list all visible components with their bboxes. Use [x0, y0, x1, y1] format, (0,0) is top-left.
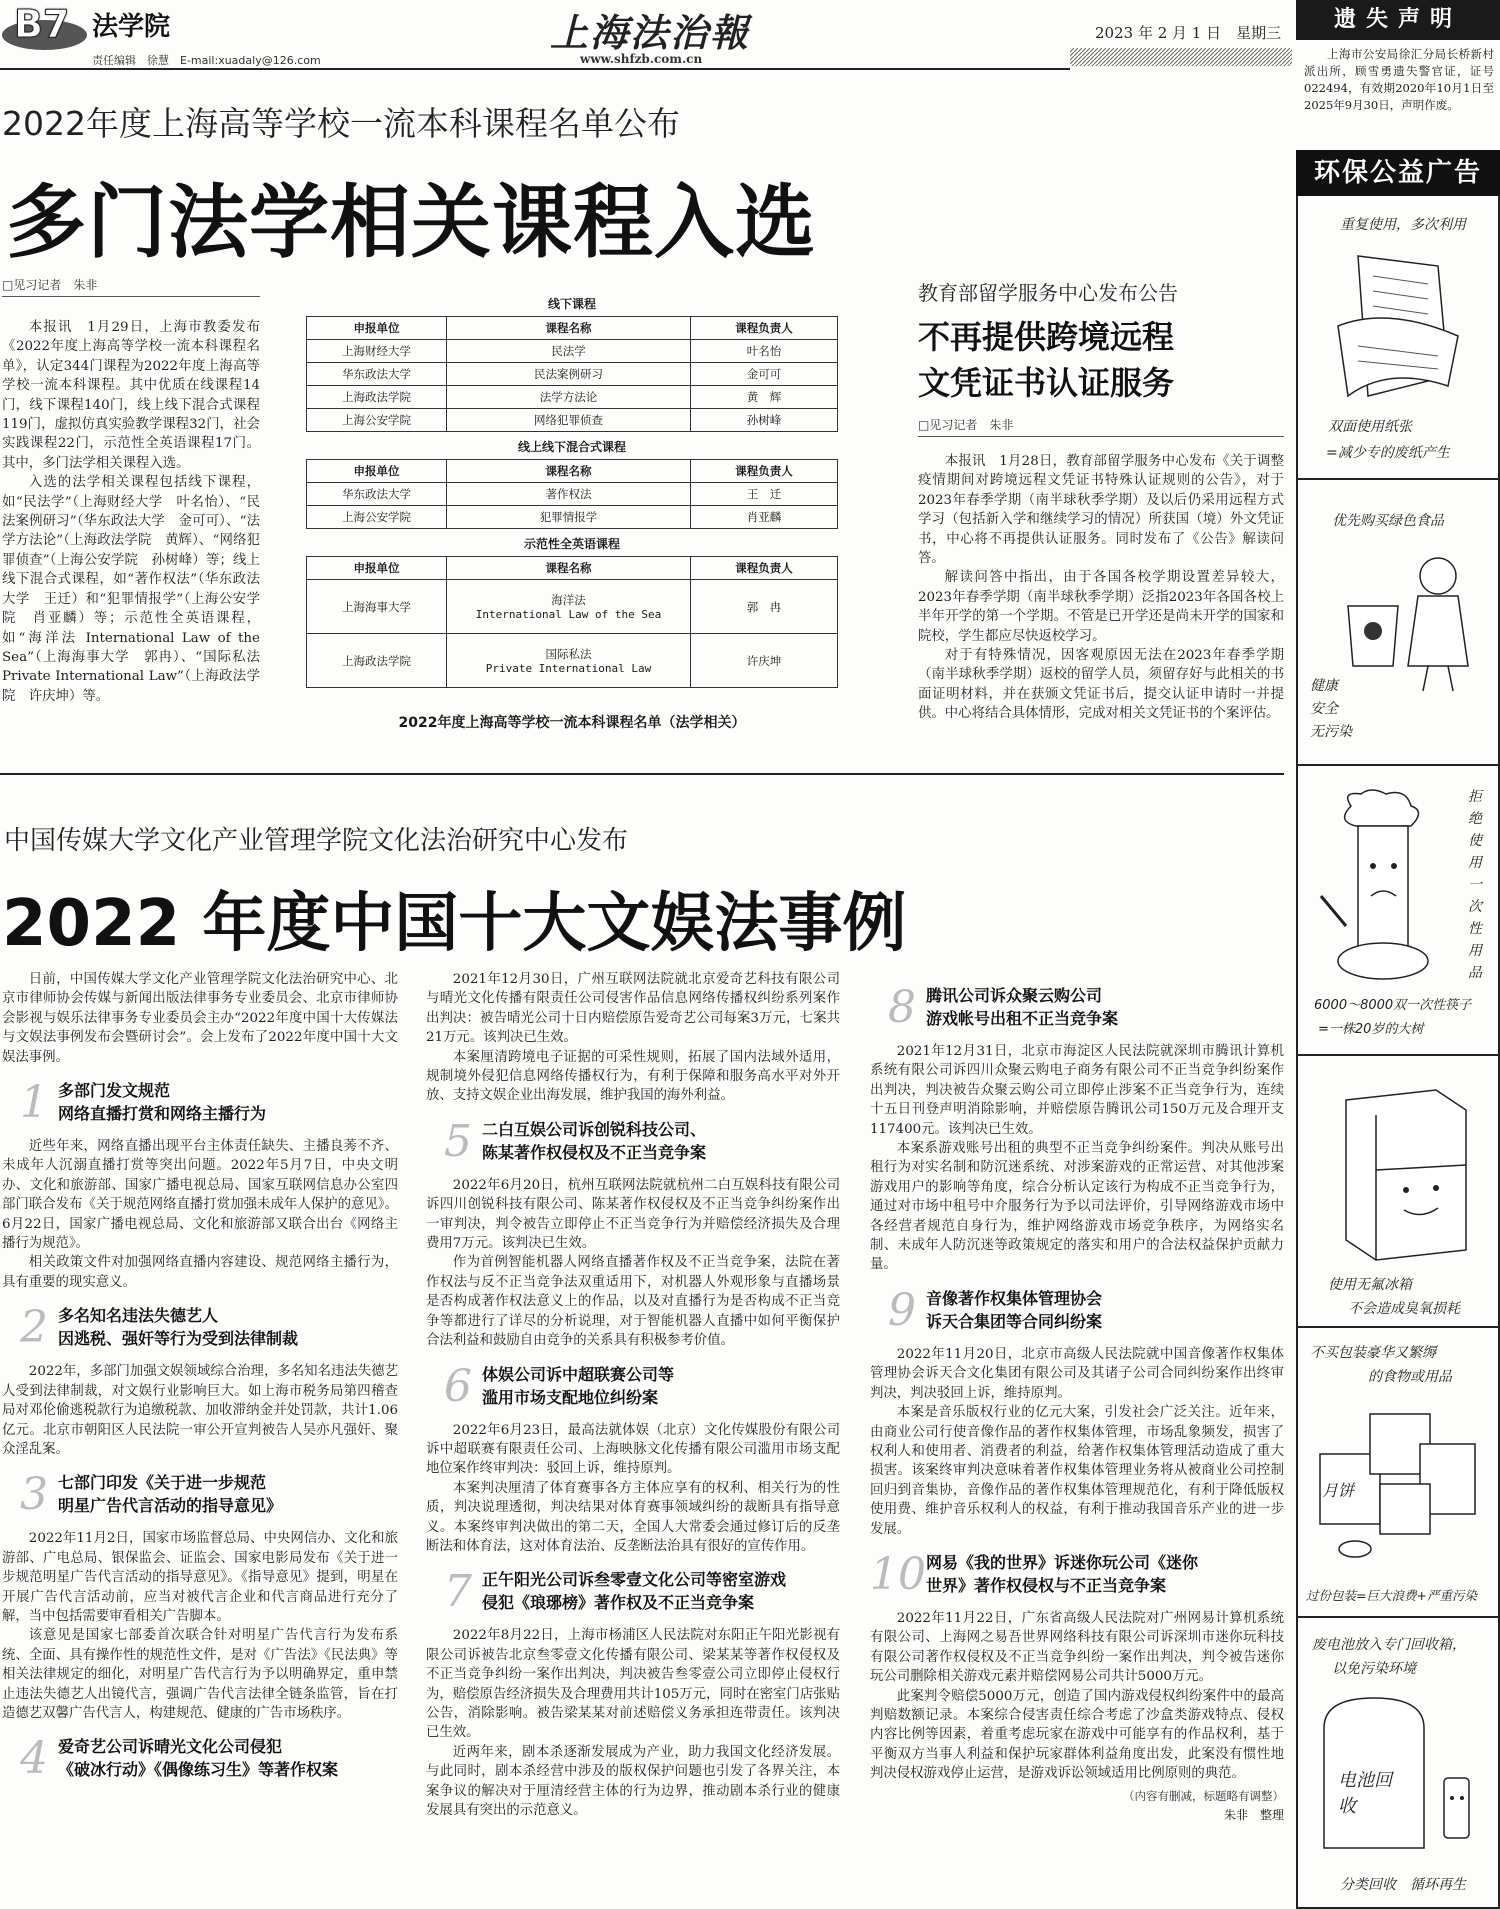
- header-hatch-divider: [1070, 44, 1292, 70]
- case-paragraph: 此案判令赔偿5000万元，创造了国内游戏侵权纠纷案件中的最高判赔数额记录。本案综合侵害责任综合考虑了沙盒类游戏特点、侵权内容比例等因素，着重考虑玩家在游戏中可能享有的作品权利，基于平衡双方当事人利益和保护玩家群体利益角度出发，此案没有惯性地判决侵权游戏停止运营，是游戏诉讼领域适用比例原则的典范。: [870, 1688, 1284, 1782]
- table-header: 课程负责人: [691, 317, 838, 340]
- case-title-line2: 侵犯《琅琊榜》著作权及不正当竞争案: [482, 1593, 755, 1613]
- table-header: 申报单位: [307, 460, 447, 483]
- table-row: [307, 580, 838, 634]
- course-table: [306, 295, 838, 694]
- table-header: 申报单位: [307, 557, 447, 580]
- ad-panel-paper: [1298, 196, 1498, 480]
- case-paragraph: 近些年来，网络直播出现平台主体责任缺失、主播良莠不齐、未成年人沉溺直播打赏等突出问题。2022年5月7日，中央文明办、文化和旅游部、国家广播电视总局、国家互联网信息办公室四部门联合发布《关于规范网络直播打赏加强未成年人保护的意见》。6月22日，国家广播电视总局、文化和旅游部又联合出台《网络主播行为规范》。: [2, 1139, 398, 1252]
- case-heading: [2, 1471, 398, 1519]
- table-header: 课程负责人: [691, 460, 838, 483]
- case-paragraph: 本案系游戏账号出租的典型不正当竞争纠纷案件。判决从账号出租行为对实名制和防沉迷系统、对涉案游戏的正常运营、对其他涉案游戏用户的影响等角度，综合分析认定该行为构成不正当竞争行为，通过对市场中租号中介服务行为予以司法评价，引导网络游戏市场中各经营者规范自身行为，维护网络游戏市场竞争秩序，为网络实名制、未成年人防沉迷等政策规定的落实和用户的合法权益保护贡献力量。: [870, 1141, 1284, 1273]
- table-row: [307, 409, 838, 432]
- lost-notice-title: 遗失声明: [1296, 0, 1500, 40]
- story1-kicker: 2022年度上海高等学校一流本科课程名单公布: [2, 104, 680, 143]
- case-title-line2: 诉天合集团等合同纠纷案: [926, 1311, 1103, 1331]
- ad-panel-text: 不买包装豪华又繁缛: [1310, 1345, 1436, 1361]
- table-title: 2022年度上海高等学校一流本科课程名单（法学相关）: [398, 715, 746, 731]
- ad-panel-text: 无污染: [1310, 724, 1352, 740]
- ad-panel-text: 重复使用，多次利用: [1340, 217, 1466, 233]
- ad-panel-text: 健康: [1310, 678, 1338, 694]
- case-title-line2: 因逃税、强奸等行为受到法律制裁: [58, 1329, 299, 1349]
- table-cell: 黄 辉: [691, 386, 838, 409]
- story2-headline-line2: 文凭证书认证服务: [918, 364, 1175, 402]
- case-paragraph: 2022年6月23日，最高法就体娱（北京）文化传媒股份有限公司诉中超联赛有限责任公司、上海映脉文化传播有限公司滥用市场支配地位案作终审判决：驳回上诉，维持原判。: [426, 1422, 840, 1477]
- case-number: 10: [870, 1548, 926, 1600]
- story2-headline-line1: 不再提供跨境远程: [918, 318, 1175, 356]
- ad-panel-text: 过份包装=巨大浪费+严重污染: [1306, 1588, 1477, 1603]
- table-header: 申报单位: [307, 317, 447, 340]
- lost-notice: [1296, 0, 1500, 140]
- case-heading: [426, 1115, 840, 1167]
- ad-panel-text: 安全: [1310, 701, 1338, 717]
- table-cell: 民法案例研习: [447, 363, 691, 386]
- story2-paragraph: 本报讯 1月28日，教育部留学服务中心发布《关于调整疫情期间对跨境远程文凭证书特殊认证规则的公告》，对于2023年春季学期（南半球秋季学期）及以后仍采用远程方式学习（包括新入学和继续学习的情况）所获国（境）外文凭证书，中心将不再提供认证服务。同时发布了《公告》解读问答。: [918, 454, 1284, 567]
- editor-signature: 朱非 整理: [1223, 1807, 1284, 1822]
- case-paragraph: 2022年11月2日，国家市场监督总局、中央网信办、文化和旅游部、广电总局、银保监会、证监会、国家电影局发布《关于进一步规范明星广告代言活动的指导意见》。《指导意见》提到，明星在开展广告代言活动前，应当对被代言企业和代言商品进行充分了解，当中包括需要审看相关广告脚本。: [2, 1531, 398, 1624]
- ad-panel-green-food: [1298, 480, 1498, 766]
- ad-panel-text: 拒绝使用一次性用品: [1468, 789, 1482, 981]
- ad-panel-label: 月饼: [1322, 1481, 1355, 1500]
- case-heading: [2, 1735, 398, 1783]
- case-title-line1: 多名知名违法失德艺人: [58, 1306, 219, 1326]
- case-title-line1: 网易《我的世界》诉迷你玩公司《迷你: [926, 1552, 1199, 1572]
- story3-column-3: [870, 970, 1284, 1823]
- table-header: 课程名称: [447, 460, 691, 483]
- case-number: 7: [444, 1566, 472, 1618]
- ad-panel-text: 以免污染环境: [1332, 1661, 1416, 1677]
- table-row: [307, 363, 838, 386]
- ad-panel-text: 的食物或用品: [1368, 1369, 1452, 1385]
- case-paragraph: 本案判决厘清了体育赛事各方主体应享有的权利、相关行为的性质，判决说理透彻，判决结果对体育赛事领域纠纷的裁断具有指导意义。本案终审判决做出的第二天，全国人大常委会通过修订后的反垄断法和体育法，这对体育法治、反垄断法治具有很好的宣传作用。: [426, 1480, 840, 1554]
- ad-panel-text: 双面使用纸张: [1328, 419, 1412, 435]
- case-heading: [870, 1548, 1284, 1600]
- paper-illustration: [1328, 246, 1468, 406]
- ad-panel-chopsticks: [1298, 766, 1498, 1056]
- ad-panel-text: 不会造成臭氧损耗: [1348, 1301, 1460, 1317]
- table-cell: 孙树峰: [691, 409, 838, 432]
- table-row: [307, 634, 838, 688]
- table-cell: 上海政法学院: [307, 386, 447, 409]
- table-row: [307, 483, 838, 506]
- case-paragraph: 本案厘清跨境电子证据的可采性规则，拓展了国内法域外适用，规制境外侵犯信息网络传播权行为，有利于保障和服务高水平对外开放、支持文娱企业出海发展，维护我国的海外利益。: [426, 1049, 840, 1104]
- story2-byline: □见习记者 朱非: [918, 418, 1014, 432]
- section-divider: [0, 773, 1284, 775]
- fridge-illustration: [1326, 1080, 1476, 1270]
- case-paragraph: 2022年6月20日，杭州互联网法院就杭州二白互娱科技有限公司诉四川创锐科技有限公司、陈某著作权侵权及不正当竞争纠纷案作出一审判决，判令被告立即停止不正当竞争行为并赔偿经济损失及合理费用7万元。该判决已生效。: [426, 1177, 840, 1252]
- table-cell: 王 迁: [691, 483, 838, 506]
- table-row: [307, 340, 838, 363]
- story3-column-1: [2, 970, 398, 1793]
- table-cell: [447, 580, 691, 634]
- case-paragraph: 2022年11月20日，北京市高级人民法院就中国音像著作权集体管理协会诉天合文化集团有限公司及其诸子公司合同纠纷案作出终审判决，判决驳回上诉，维持原判。: [870, 1346, 1284, 1401]
- case-heading: [426, 1360, 840, 1412]
- byline-rule: [918, 436, 1284, 437]
- case-number: 4: [20, 1733, 48, 1785]
- case-number: 3: [20, 1469, 48, 1521]
- table-cell: 民法学: [447, 340, 691, 363]
- header-rule: [0, 68, 1070, 70]
- case-paragraph: 相关政策文件对加强网络直播内容建设、规范网络主播行为，具有重要的现实意义。: [2, 1255, 398, 1290]
- story3-headline: 2022 年度中国十大文娱法事例: [2, 887, 907, 961]
- website-url: www.shfzb.com.cn: [580, 52, 703, 66]
- issue-date: 2023 年 2 月 1 日 星期三: [1095, 24, 1282, 42]
- editors-line: 责任编辑 徐慧 E-mail:xuadaly@126.com: [92, 54, 321, 67]
- table-cell: 金可可: [691, 363, 838, 386]
- ad-panel-text: 废电池放入专门回收箱，: [1312, 1637, 1466, 1653]
- case-heading: [2, 1079, 398, 1127]
- table-cell: 上海公安学院: [307, 506, 447, 529]
- case-paragraph: 本案是音乐版权行业的亿元大案，引发社会广泛关注。近年来，由商业公司行使音像作品的著作权集体管理，市场乱象频发，损害了权利人和使用者、消费者的利益，给著作权集体管理活动造成了重大损害。该案终审判决意味着著作权集体管理业务将从被商业公司控制回归到音集协，音像作品的著作权集体管理规范化，有利于降低版权使用费、维护音乐权利人的权益，有利于推动我国音乐产业的进一步发展。: [870, 1405, 1284, 1537]
- case-number: 8: [888, 982, 916, 1033]
- story3-kicker: 中国传媒大学文化产业管理学院文化法治研究中心发布: [4, 826, 629, 856]
- case-title-line2: 滥用市场支配地位纠纷案: [482, 1387, 659, 1407]
- ad-panel-fridge: [1298, 1056, 1498, 1328]
- story1-paragraph: 本报讯 1月29日，上海市教委发布《2022年度上海高等学校一流本科课程名单》，认定344门课程为2022年度上海高等学校一流本科课程。其中优质在线课程14门，线下课程140门，线上线下混合式课程119门，虚拟仿真实验教学课程32门，社会实践课程22门，示范性全英语课程17门。其中，多门法学相关课程入选。: [2, 320, 260, 471]
- case-paragraph: 该意见是国家七部委首次联合针对明星广告代言行为发布系统、全面、具有操作性的规范性文件，是对《广告法》《民法典》等相关法律规定的细化，对明星广告代言行为予以明确界定，重申禁止违法失德艺人出镜代言，强调广告代言法律全链条监管，旨在打造德艺双馨广告代言人，构建规范、健康的广告市场秩序。: [2, 1628, 398, 1721]
- table-cell: 上海公安学院: [307, 409, 447, 432]
- story1-paragraph: 入选的法学相关课程包括线下课程，如“民法学”（上海财经大学 叶名怡）、“民法案例研习”（华东政法大学 金可可）、“法学方法论”（上海政法学院 黄辉）、“网络犯罪侦查”（上海公安学院 孙树峰）等；线上线下混合式课程，如“著作权法”（华东政法大学 王迁）和“犯罪情报学”（上海公安学院 肖亚麟）等；示范性全英语课程，如“海洋法 International Law of the Sea”（上海海事大学 郭冉）、“国际私法 Private International Law”（上海政法学院 许庆坤）等。: [2, 475, 274, 704]
- course-name-en: Private International Law: [485, 662, 652, 675]
- case-title-line1: 正午阳光公司诉叁零壹文化公司等密室游戏: [482, 1570, 787, 1590]
- ad-panel-text: 分类回收 循环再生: [1340, 1877, 1466, 1893]
- ad-panel-label: 电池回收: [1338, 1770, 1392, 1817]
- case-paragraph: 2021年12月31日，北京市海淀区人民法院就深圳市腾讯计算机系统有限公司诉四川众聚云购电子商务有限公司不正当竞争纠纷案作出判决，判决被告众聚云购公司立即停止涉案不正当竞争行为，连续十五日刊登声明消除影响，并赔偿原告腾讯公司150万元及合理开支117400元。该判决已生效。: [870, 1044, 1284, 1137]
- table-cell: 叶名怡: [691, 340, 838, 363]
- table-cell: 上海海事大学: [307, 580, 447, 634]
- case-title-line2: 网络直播打赏和网络主播行为: [58, 1104, 267, 1124]
- table-cell: 上海政法学院: [307, 634, 447, 688]
- case-title-line2: 世界》著作权侵权与不正当竞争案: [926, 1575, 1167, 1595]
- course-name-zh: 国际私法: [545, 647, 592, 661]
- story2-body: [918, 452, 1284, 724]
- table-cell: 郭 冉: [691, 580, 838, 634]
- case-title-line1: 七部门印发《关于进一步规范: [58, 1473, 267, 1493]
- case-title-line2: 《破冰行动》《偶像练习生》等著作权案: [58, 1760, 339, 1780]
- table-cell: 犯罪情报学: [447, 506, 691, 529]
- course-name-en: International Law of the Sea: [475, 608, 662, 621]
- case-title-line2: 明星广告代言活动的指导意见》: [58, 1496, 283, 1516]
- tree-stump-illustration: [1316, 786, 1446, 996]
- case-title-line2: 陈某著作权侵权及不正当竞争案: [482, 1142, 707, 1162]
- table-cell: 肖亚麟: [691, 506, 838, 529]
- page-number: B7: [14, 2, 70, 46]
- case-heading: [2, 1304, 398, 1352]
- case-heading: [870, 1284, 1284, 1336]
- case-number: 6: [444, 1360, 472, 1412]
- case-title-line1: 音像著作权集体管理协会: [926, 1288, 1103, 1308]
- course-table-hybrid: [306, 459, 838, 529]
- case-title-line1: 腾讯公司诉众聚云购公司: [926, 986, 1103, 1005]
- case-heading: [870, 984, 1284, 1032]
- case-paragraph: 2022年，多部门加强文娱领域综合治理，多名知名违法失德艺人受到法律制裁，对文娱行业影响巨大。如上海市税务局第四稽查局对邓伦偷逃税款行为追缴税款、加收滞纳金并处罚款，共计1.06亿元。北京市朝阳区人民法院一审公开宣判被告人吴亦凡强奸、聚众淫乱案。: [2, 1364, 398, 1457]
- table-section-caption: 示范性全英语课程: [523, 537, 620, 551]
- course-table-english: [306, 556, 838, 688]
- case-title-line2: 游戏帐号出租不正当竞争案: [926, 1009, 1119, 1028]
- page-number-badge: [2, 2, 92, 52]
- story1-headline: 多门法学相关课程入选: [6, 176, 816, 269]
- table-header: 课程名称: [447, 317, 691, 340]
- table-cell: 许庆坤: [691, 634, 838, 688]
- story3-column-2: [426, 970, 840, 1820]
- story2-paragraph: 对于有特殊情况，因客观原因无法在2023年春季学期（南半球秋季学期）返校的留学人员，须留存好与此相关的书面证明材料，并在获颁文凭证书后，提交认证申请时一并提供。中心将结合具体情形，完成对相关文凭证书的个案评估。: [918, 648, 1284, 722]
- ad-panel-text: 6000～8000双一次性筷子: [1314, 998, 1472, 1013]
- course-name-zh: 海洋法: [551, 593, 586, 607]
- table-section-caption: 线上线下混合式课程: [517, 440, 626, 454]
- story2-kicker: 教育部留学服务中心发布公告: [918, 281, 1178, 305]
- newspaper-masthead: 上海法治報: [550, 10, 751, 55]
- ad-panel-text: =一株20岁的大树: [1318, 1022, 1424, 1037]
- shopping-illustration: [1338, 546, 1488, 696]
- story3-intro: 日前，中国传媒大学文化产业管理学院文化法治研究中心、北京市律师协会传媒与新闻出版法律事务专业委员会、北京市律师协会影视与娱乐法律事务专业委员会主办“2022年度中国十大传媒法与文娱法事例发布会暨研讨会”。会上发布了2022年度中国十大文娱法事例。: [2, 972, 398, 1065]
- ad-panel-text: 使用无氟冰箱: [1328, 1277, 1412, 1293]
- table-cell: 华东政法大学: [307, 363, 447, 386]
- case-title-line1: 体娱公司诉中超联赛公司等: [482, 1364, 675, 1384]
- table-cell: 华东政法大学: [307, 483, 447, 506]
- story1-byline: □见习记者 朱非: [2, 278, 98, 292]
- table-cell: 法学方法论: [447, 386, 691, 409]
- course-table-offline: [306, 316, 838, 432]
- case-number: 9: [888, 1284, 916, 1336]
- editor-note: （内容有删减，标题略有调整）: [1123, 1788, 1284, 1803]
- ad-panel-text: =减少专的废纸产生: [1326, 445, 1450, 461]
- case-heading: [426, 1568, 840, 1616]
- byline-rule: [2, 296, 260, 297]
- table-row: [307, 506, 838, 529]
- case-paragraph: 2022年11月22日，广东省高级人民法院对广州网易计算机系统有限公司、上海网之易吾世界网络科技有限公司诉深圳市迷你玩科技有限公司著作权侵权及不正当竞争纠纷一案作出判决，判令被告迷你玩公司删除相关游戏元素并赔偿网易公司共计5000万元。: [870, 1610, 1284, 1685]
- table-row: [307, 386, 838, 409]
- case-title-line1: 二白互娱公司诉创锐科技公司、: [482, 1119, 707, 1139]
- case-title-line1: 多部门发文规范: [58, 1081, 171, 1101]
- eco-ad-title: 环保公益广告: [1296, 150, 1500, 196]
- table-cell: 著作权法: [447, 483, 691, 506]
- case-paragraph: 2022年8月22日，上海市杨浦区人民法院对东阳正午阳光影视有限公司诉被告北京叁零壹文化传播有限公司、梁某某等著作权侵权及不正当竞争纠纷一案作出判决，判决被告叁零壹公司立即停止侵权行为，赔偿原告经济损失及合理费用共计105万元，同时在密室门店张贴公告，消除影响。被告梁某某对前述赔偿义务承担连带责任。该判决已生效。: [426, 1628, 840, 1741]
- ad-panel-packaging: [1298, 1328, 1498, 1618]
- case-paragraph: 近两年来，剧本杀逐渐发展成为产业，助力我国文化经济发展。与此同时，剧本杀经营中涉及的版权保护问题也引发了各界关注，本案争议的解决对于厘清经营主体的行为边界，推动剧本杀行业的健康发展具有突出的示范意义。: [426, 1744, 840, 1818]
- section-title: 法学院: [92, 12, 171, 42]
- table-header: 课程名称: [447, 557, 691, 580]
- story2-paragraph: 解读问答中指出，由于各国各校学期设置差异较大，2023年春季学期（南半球秋季学期）泛指2023年各国各校上半年开学的第一个学期。不管是已开学还是尚未开学的国家和院校，学生都应尽快返校学习。: [918, 570, 1284, 644]
- story1-body: [2, 318, 274, 706]
- case-paragraph: 2021年12月30日，广州互联网法院就北京爱奇艺科技有限公司与晴光文化传播有限责任公司侵害作品信息网络传播权纠纷系列案作出判决：被告晴光公司十日内赔偿原告爱奇艺公司每案3万元，七案共21万元。该判决已生效。: [426, 972, 840, 1046]
- case-number: 2: [20, 1302, 48, 1354]
- lost-notice-text: 上海市公安局徐汇分局长桥新村派出所，顾雪勇遗失警官证，证号022494，有效期2020年10月1日至2025年9月30日，声明作废。: [1304, 47, 1494, 112]
- table-header: 课程负责人: [691, 557, 838, 580]
- table-cell: 网络犯罪侦查: [447, 409, 691, 432]
- ad-panel-battery: [1298, 1618, 1498, 1906]
- table-section-caption: 线下课程: [547, 297, 596, 311]
- table-cell: 上海财经大学: [307, 340, 447, 363]
- case-paragraph: 作为首例智能机器人网络直播著作权及不正当竞争案，法院在著作权法与反不正当竞争法双重适用下，对机器人外观形象与直播场景是否构成著作权法意义上的作品，以及对直播行为是否构成不正当竞争等都进行了详尽的分析说理，对于智能机器人直播中如何平衡保护合法利益和鼓励自由竞争的关系具有积极参考价值。: [426, 1255, 840, 1349]
- case-number: 1: [20, 1077, 48, 1129]
- table-cell: [447, 634, 691, 688]
- ad-panel-text: 优先购买绿色食品: [1332, 513, 1444, 529]
- case-title-line1: 爱奇艺公司诉晴光文化公司侵犯: [58, 1737, 283, 1757]
- case-number: 5: [444, 1115, 472, 1167]
